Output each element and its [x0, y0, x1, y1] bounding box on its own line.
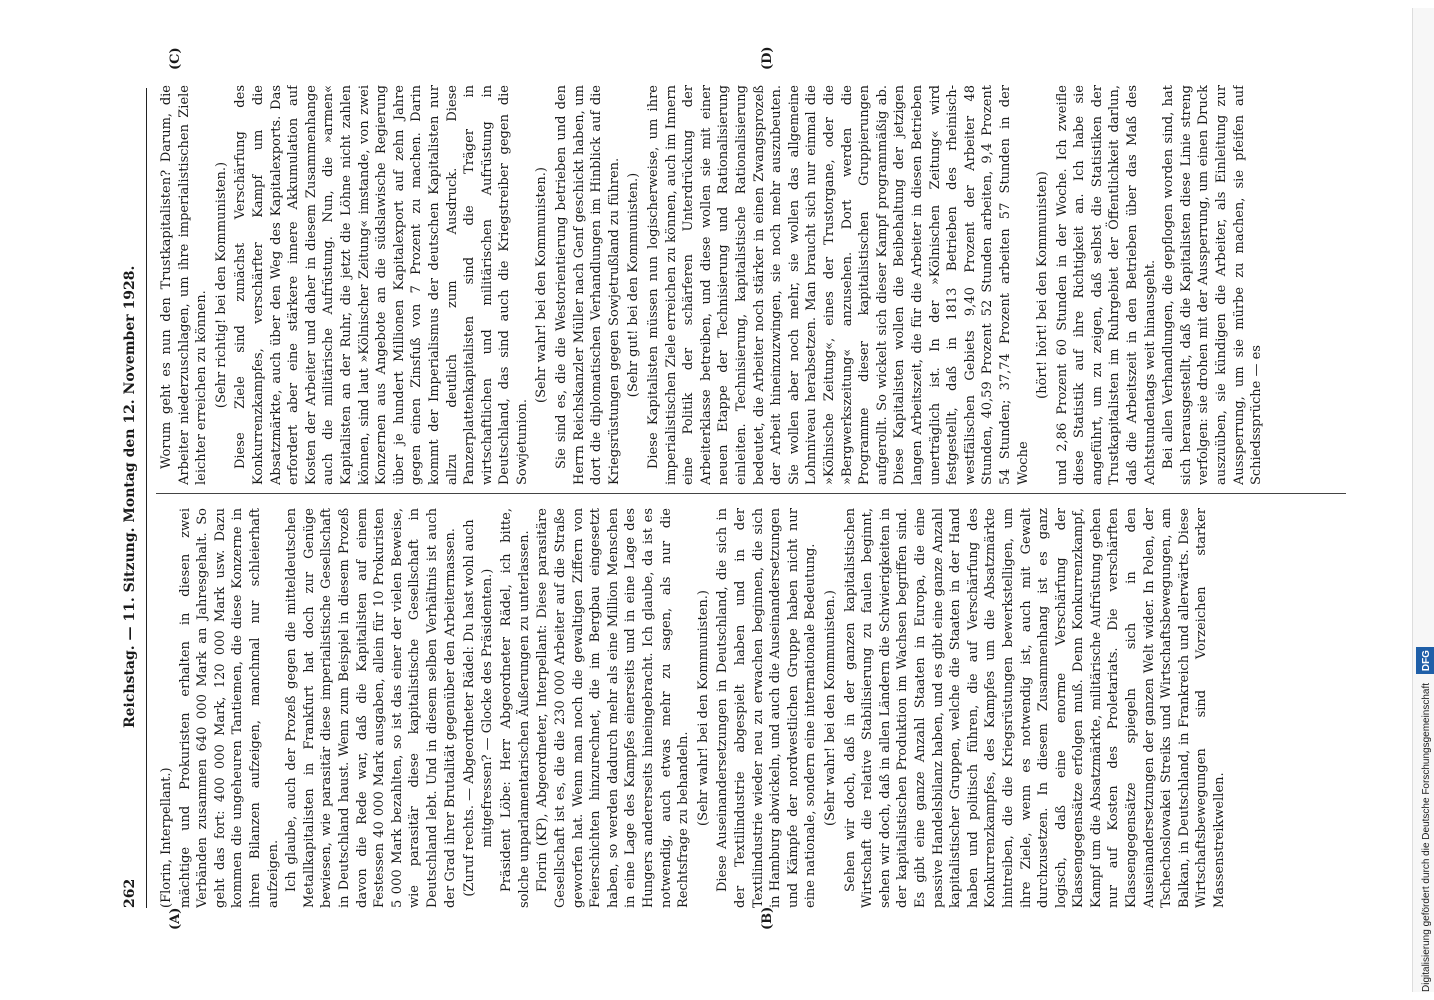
speaker-tag: (Florin, Interpellant.): [159, 767, 174, 908]
interjection: (Sehr gut! bei den Kommunisten.): [626, 172, 642, 398]
page-title: Reichstag. — 11. Sitzung. Montag den 12. November 1928.: [122, 265, 138, 728]
paragraph: Diese Auseinandersetzungen in Deutschland, die sich in der Textilindustrie abgespielt haben und in der Textilindustrie wieder neu zu erwachen beginnen, die sich in Hamburg abwickeln, und auch die Auseinandersetzungen und Kämpfe der nordwestlichen Gruppe haben nicht nur eine nationale, sondern eine internationale Bedeutung.: [715, 508, 819, 908]
column-divider: [156, 493, 1346, 494]
margin-mark-c: (C): [168, 47, 183, 70]
interjection: (Sehr wahr! bei den Kommunisten.): [695, 590, 711, 826]
right-column: [158, 85, 1346, 485]
speaker-paragraph: Florin (KP), Abgeordneter, Interpellant: Diese parasitäre Gesellschaft ist es, die die 230 000 Arbeiter auf die Straße geworfen hat. Wenn man noch die gewaltigen Ziffern von Feierschichten hinzurechnet, die im Bergbau eingesetzt haben, so werden dadurch mehr als eine Million Menschen in eine Lage des Kampfes einerseits und in eine Lage des Hungers andererseits hineingebracht. Ich glaube, da ist es notwendig, auch etwas mehr zu sagen, als nur die Rechtsfrage zu behandeln.: [535, 508, 692, 908]
margin-mark-b: (B): [760, 906, 775, 930]
interjection: (Sehr wahr! bei den Kommunisten.): [534, 167, 550, 403]
paragraph: und 2,86 Prozent 60 Stunden in der Woche. Ich zweifle diese Statistik auf ihre Richtigkeit an. Ich habe sie angeführt, um zu zeigen, daß selbst die Statistiken der Trustkapitalisten im Ruhrgebiet der Öffentlichkeit darlun, daß die Arbeitszeit in den Betrieben über das Maß des Achtstundentags weit hinausgeht.: [1054, 85, 1158, 485]
page-header: [118, 88, 146, 908]
digitization-stamp: [1412, 8, 1434, 992]
header-rule: [146, 88, 147, 908]
interjection: (Sehr richtig! bei den Kommunisten.): [213, 161, 229, 409]
interjection: (hört! hört! bei den Kommunisten): [1035, 171, 1051, 399]
paragraph: Diese Ziele sind zunächst Verschärfung des Konkurrenzkampfes, verschärfter Kampf um die Absatzmärkte, auch über den Weg des Kapitalexports. Das erfordert aber eine stärkere innere Akkumulation auf Kosten der Arbeiter und daher in diesem Zusammenhange auch die militärische Aufrüstung. Nun, die »armen« Kapitalisten an der Ruhr, die jetzt die Löhne nicht zahlen können, sind laut »Kölnischer Zeitung« imstande, von zwei Konzernen aus Angebote an die südslawische Regierung über je hundert Millionen Kapitalexport auf zehn Jahre gegen einen Zinsfuß von 7 Prozent zu machen. Darin kommt der Imperialismus der deutschen Kapitalisten nur allzu deutlich zum Ausdruck. Diese Panzerplattenkapitalisten sind die Träger in wirtschaftlichen und militärischen Aufrüstung in Deutschland, das sind auch die Kriegstreiber gegen die Sowjetunion.: [233, 85, 530, 485]
margin-mark-d: (D): [760, 46, 775, 70]
paragraph: Sie sind es, die die Westorientierung betrieben und den Herrn Reichskanzler Müller nach Genf geschickt haben, um dort die diplomatischen Verhandlungen im Hinblick auf die Kriegsrüstungen gegen Sowjetrußland zu führen.: [554, 85, 622, 485]
president-remark: Präsident Löbe: Herr Abgeordneter Rädel, ich bitte, solche unparlamentarischen Äußerungen zu unterlassen.: [499, 508, 532, 908]
paragraph: Worum geht es nun den Trustkapitalisten? Darum, die Arbeiter niederzuschlagen, um ihre imperialistischen Ziele leichter erreichen zu können.: [159, 85, 210, 485]
paragraph: Sehen wir doch, daß in der ganzen kapitalistischen Wirtschaft die relative Stabilisierung zu faulen beginnt, sehen wir doch, daß in allen Ländern die Schwierigkeiten in der kapitalistischen Produktion im Wachsen begriffen sind. Es gibt eine ganze Anzahl Staaten in Europa, die eine passive Handelsbilanz haben, und es gibt eine ganze Anzahl kapitalistischer Gruppen, welche die Staaten in der Hand haben und politisch führen, die auf Verschärfung des Konkurrenzkampfes, des Kampfes um die Absatzmärkte hintreiben, die die Kriegsrüstungen bewerkstelligen, um ihre Ziele, wenn es notwendig ist, auch mit Gewalt durchzusetzen. In diesem Zusammenhang ist es ganz logisch, daß eine enorme Verschärfung der Klassengegensätze erfolgen muß. Denn Konkurrenzkampf, Kampf um die Absatzmärkte, militärische Aufrüstung gehen nur auf Kosten des Proletariats. Die verschärften Klassengegensätze spiegeln sich in den Auseinandersetzungen der ganzen Welt wider. In Polen, der Tschechoslowakei Streiks und Wirtschaftsbewegungen, am Balkan, in Deutschland, in Frankreich und allerwärts. Diese Wirtschaftsbewegungen sind Vorzeichen starker Massenstreikwellen.: [842, 508, 1228, 908]
paragraph: Bei allen Verhandlungen, die gepflogen worden sind, hat sich herausgestellt, daß die Kapitalisten diese Linie streng verfolgen: sie drohen mit der Aussperrung, um einen Druck auszuüben, sie kündigen die Arbeiter, als Einleitung zur Aussperrung, um sie mürbe zu machen, sie pfeifen auf Schiedssprüche — es: [1161, 85, 1265, 485]
paragraph: Diese Kapitalisten müssen nun logischerweise, um ihre imperialistischen Ziele erreichen zu können, auch im Innern eine Politik der schärferen Unterdrückung der Arbeiterklasse betreiben, und diese wollen sie mit einer neuen Etappe der Technisierung und Rationalisierung einleiten. Technisierung, kapitalistische Rationalisierung bedeutet, die Arbeiter noch stärker in einen Zwangsprozeß der Arbeit hineinzuzwingen, sie noch mehr auszubeuten. Sie wollen aber noch mehr, sie wollen das allgemeine Lohnniveau herabsetzen. Man braucht sich nur einmal die »Kölnische Zeitung«, eines der Trustorgane, oder die »Bergwerkszeitung« anzusehen. Dort werden die Programme dieser kapitalistischen Gruppierungen aufgerollt. So wickelt sich dieser Kampf programmäßig ab. Diese Kapitalisten wollen die Beibehaltung der jetzigen langen Arbeitszeit, die für die Arbeiter in diesen Betrieben unerträglich ist. In der »Kölnischen Zeitung« wird festgestellt, daß in 1813 Betrieben des rheinisch-westfälischen Gebiets 9,40 Prozent der Arbeiter 48 Stunden, 40,59 Prozent 52 Stunden arbeiten, 9,4 Prozent 54 Stunden; 37,74 Prozent arbeiten 57 Stunden in der Woche: [646, 85, 1031, 485]
margin-mark-a: (A): [168, 907, 183, 930]
interjection: (Zuruf rechts. — Abgeordneter Rädel: Du hast wohl auch mitgefressen? — Glocke des Präsidenten.): [462, 519, 495, 897]
left-column: [158, 508, 1346, 908]
stamp-text: Digitalisierung gefördert durch die Deutsche Forschungsgemeinschaft: [1421, 682, 1432, 992]
paragraph: Ich glaube, auch der Prozeß gegen die mitteldeutschen Metallkapitalisten in Frankfurt hat doch zur Genüge bewiesen, wie parasitär diese imperialistische Gesellschaft in Deutschland haust. Wenn zum Beispiel in diesem Prozeß davon die Rede war, daß die Kapitalisten auf einem Festessen 40 000 Mark ausgaben, allein für 10 Prokuristen 5 000 Mark bezahlten, so ist das einer der vielen Beweise, wie parasitär diese kapitalistische Gesellschaft in Deutschland lebt. Und in diesem selben Verhältnis ist auch der Grad ihrer Brutalität gegenüber den Arbeitermassen.: [284, 508, 458, 908]
paragraph: mächtige und Prokuristen erhalten in diesen zwei Verbänden zusammen 640 000 Mark an Jahresgehalt. So geht das fort: 400 000 Mark, 120 000 Mark usw. Dazu kommen die ungeheuren Tantiemen, die diese Konzerne in ihren Bilanzen aufzeigen, manchmal nur schleierhaft aufzeigen.: [177, 508, 281, 908]
dfg-logo: DFG: [1416, 647, 1434, 674]
page-number: 262: [122, 878, 138, 908]
interjection: (Sehr wahr! bei den Kommunisten.): [822, 590, 838, 826]
